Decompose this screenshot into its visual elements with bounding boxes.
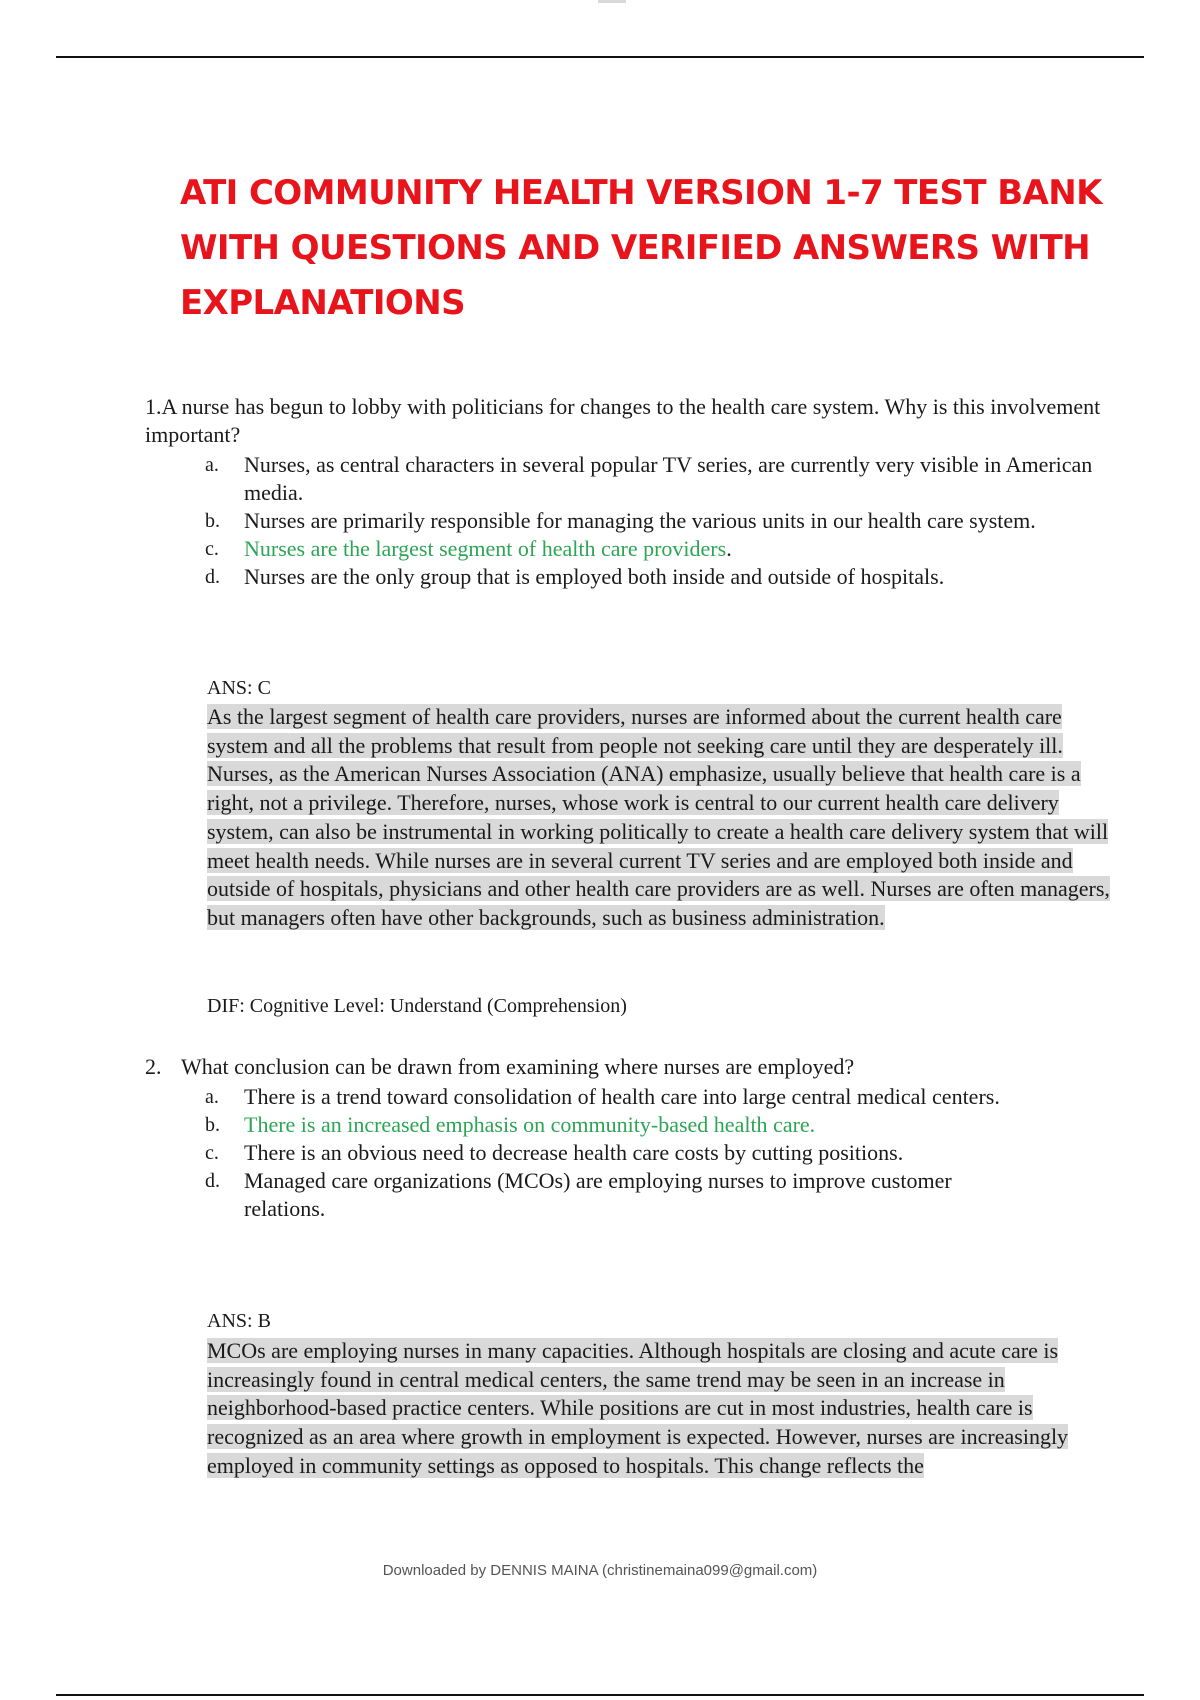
correct-option-text: Nurses are the largest segment of health care providers [244, 536, 727, 561]
question-1-stem [145, 393, 1125, 449]
option-text: Nurses are primarily responsible for managing the various units in our health care system. [244, 508, 1036, 533]
question-1-explanation [207, 703, 1127, 933]
top-page-mark [598, 0, 626, 3]
explanation-highlight: As the largest segment of health care providers, nurses are informed about the current health care system and all the problems that result from people not seeking care until they are desperately ill. Nurses, as the American Nurses Association (ANA) emphasize, usually believe that health care is a right, not a privilege. Therefore, nurses, whose work is central to our current health care delivery system, can also be instrumental in working politically to create a health care delivery system that will meet health needs. While nurses are in several current TV series and are employed both inside and outside of hospitals, physicians and other health care providers are as well. Nurses are often managers, but managers often have other backgrounds, such as business administration. [207, 704, 1110, 930]
question-number: 2. [145, 1054, 162, 1079]
question-2-stem [145, 1053, 1125, 1081]
title-line: EXPLANATIONS [180, 283, 465, 323]
option-letter: b. [205, 1114, 220, 1136]
question-2-answer: ANS: B [207, 1310, 271, 1332]
question-text: What conclusion can be drawn from examining where nurses are employed? [181, 1054, 855, 1079]
option-letter: c. [205, 1142, 219, 1164]
option-text: There is a trend toward consolidation of health care into large central medical centers. [244, 1084, 1000, 1109]
option-d [205, 563, 1135, 591]
option-letter: b. [205, 510, 220, 532]
option-text-wrap [244, 535, 1135, 563]
title-line: ATI COMMUNITY HEALTH VERSION 1-7 TEST BANK [180, 173, 1102, 213]
option-letter: c. [205, 538, 219, 560]
option-text: Nurses are the only group that is employed both inside and outside of hospitals. [244, 564, 945, 589]
question-2-options [205, 1083, 1135, 1223]
option-letter: d. [205, 1170, 220, 1192]
option-letter: a. [205, 454, 219, 476]
explanation-highlight: MCOs are employing nurses in many capacities. Although hospitals are closing and acute care is increasingly found in central medical centers, the same trend may be seen in an increase in neighborhood-based practice centers. While positions are cut in most industries, health care is recognized as an area where growth in employment is expected. However, nurses are increasingly employed in community settings as opposed to hospitals. This change reflects the [207, 1338, 1069, 1478]
document-title [180, 166, 1140, 331]
question-2-explanation [207, 1337, 1127, 1481]
option-text: Managed care organizations (MCOs) are employing nurses to improve customer relations. [244, 1168, 952, 1221]
option-a [205, 1083, 1135, 1111]
option-d [205, 1167, 1135, 1223]
header-rule [56, 56, 1144, 58]
option-b-correct [205, 1111, 1135, 1139]
option-text: There is an obvious need to decrease health care costs by cutting positions. [244, 1140, 904, 1165]
question-number: 1. [145, 394, 162, 419]
option-c-correct [205, 535, 1135, 563]
option-text: Nurses, as central characters in several popular TV series, are currently very visible in American media. [244, 452, 1093, 505]
option-b [205, 507, 1135, 535]
question-1-answer: ANS: C [207, 677, 271, 699]
footer-rule [56, 1694, 1144, 1696]
option-c [205, 1139, 1135, 1167]
option-letter: a. [205, 1086, 219, 1108]
question-1-difficulty: DIF: Cognitive Level: Understand (Comprehension) [207, 995, 627, 1017]
question-text: A nurse has begun to lobby with politicians for changes to the health care system. Why is this involvement important? [145, 394, 1101, 447]
option-a [205, 451, 1135, 507]
correct-option-text: There is an increased emphasis on community-based health care. [244, 1112, 816, 1137]
option-letter: d. [205, 566, 220, 588]
option-suffix: . [726, 536, 732, 561]
download-footer: Downloaded by DENNIS MAINA (christinemaina099@gmail.com) [382, 1562, 818, 1579]
question-1-options [205, 451, 1135, 591]
title-line: WITH QUESTIONS AND VERIFIED ANSWERS WITH [180, 228, 1091, 268]
